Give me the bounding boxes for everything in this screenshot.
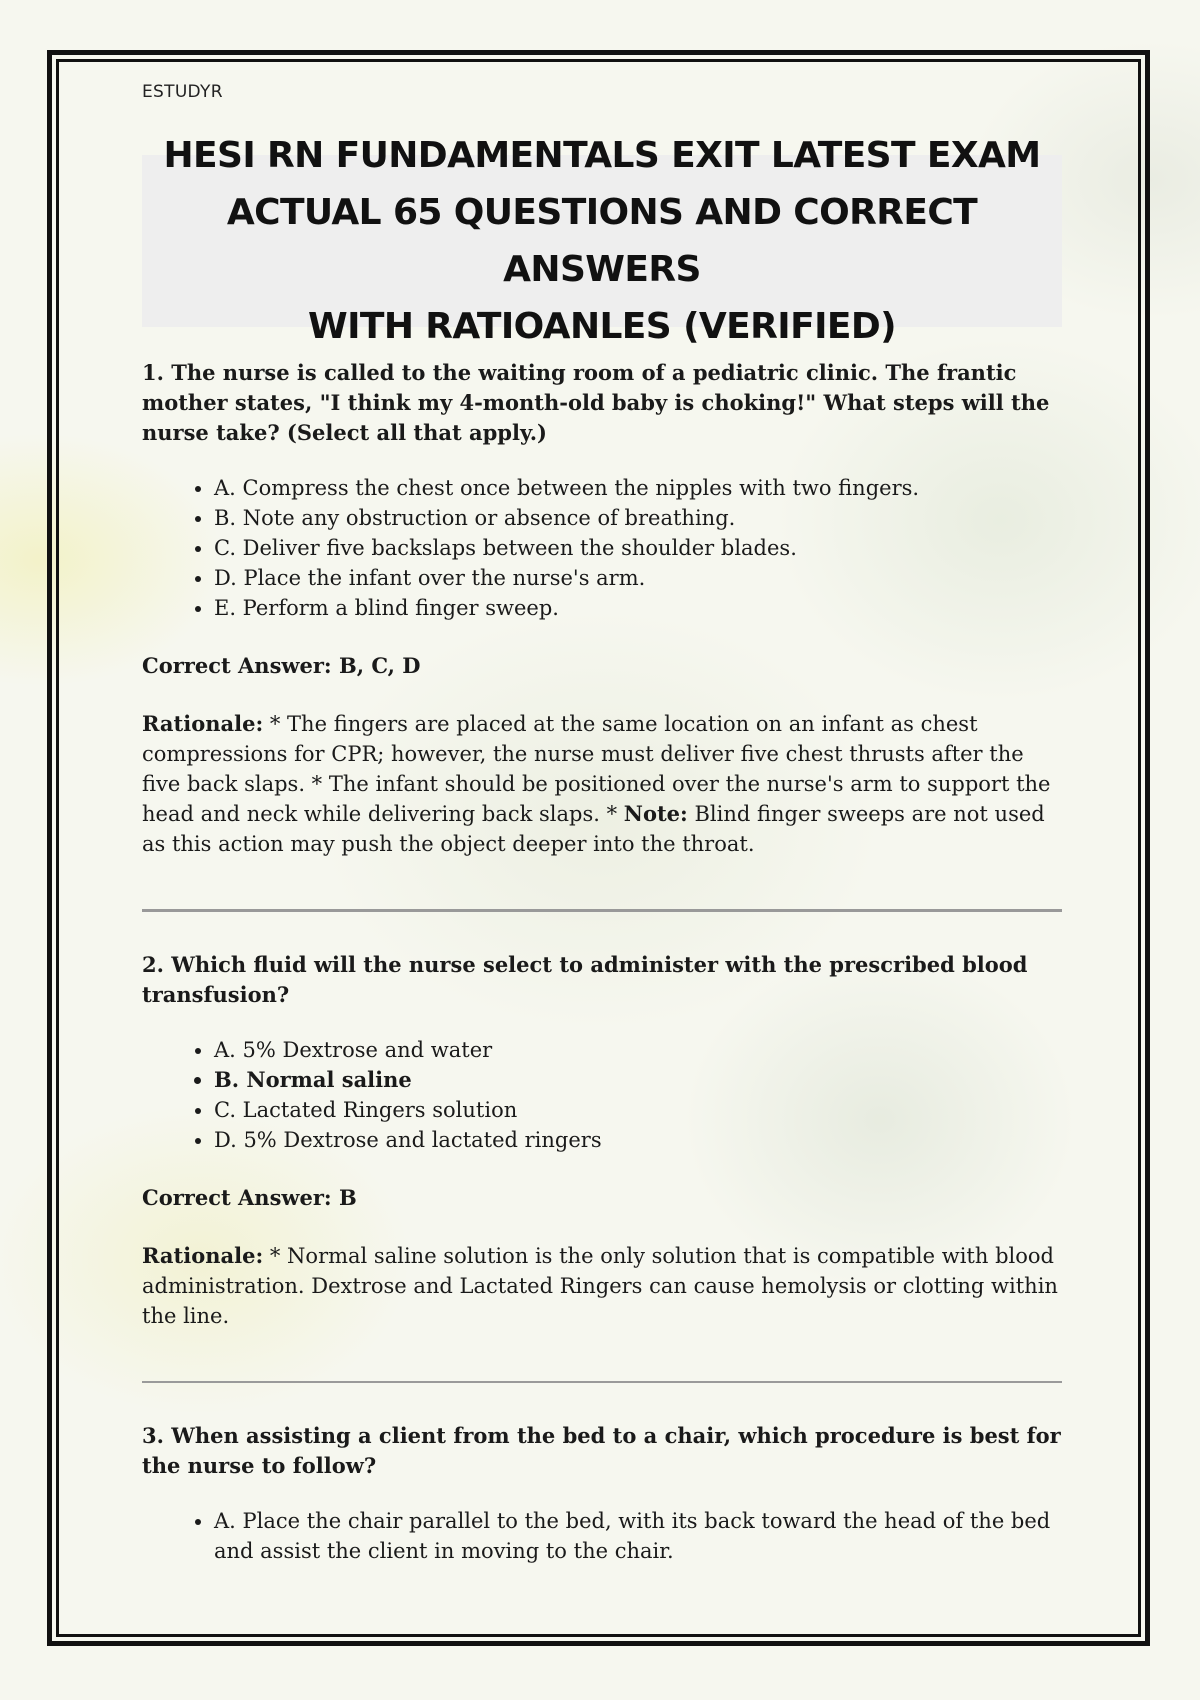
note-text: Blind finger sweeps are not used as this action may push the object deeper into the throat. bbox=[142, 802, 1045, 856]
question-text: 1. The nurse is called to the waiting room of a pediatric clinic. The frantic mother states, "I think my 4-month-old baby is choking!" What steps will the nurse take? (Select all that apply.) bbox=[142, 360, 1050, 445]
option-item: • A. Place the chair parallel to the bed, with its back toward the head of the bed and assist the client in moving to the chair. bbox=[214, 1506, 1062, 1566]
section-divider bbox=[142, 1381, 1062, 1383]
document-body bbox=[142, 358, 1062, 1566]
page-title bbox=[142, 127, 1062, 355]
question-text: 2. Which fluid will the nurse select to administer with the prescribed blood transfusion? bbox=[142, 952, 1028, 1007]
rationale-label: Rationale: bbox=[142, 711, 264, 736]
question-2 bbox=[142, 950, 1062, 1331]
note-label: Note: bbox=[623, 801, 688, 826]
option-list bbox=[142, 1035, 1062, 1155]
rationale-text: * Normal saline solution is the only solution that is compatible with blood administration. Dextrose and Lactated Ringers can cause hemolysis or clotting within the line. bbox=[142, 1244, 1058, 1328]
title-line: HESI RN FUNDAMENTALS EXIT LATEST EXAM bbox=[163, 135, 1041, 176]
option-list bbox=[142, 473, 1062, 623]
question-3 bbox=[142, 1421, 1062, 1566]
correct-answer: Correct Answer: B, C, D bbox=[142, 653, 421, 678]
option-item-correct: • B. Normal saline bbox=[214, 1065, 1062, 1095]
option-item: • C. Lactated Ringers solution bbox=[214, 1095, 1062, 1125]
option-list bbox=[142, 1506, 1062, 1566]
title-line: WITH RATIOANLES (VERIFIED) bbox=[307, 306, 896, 347]
option-item: • A. 5% Dextrose and water bbox=[214, 1035, 1062, 1065]
brand-label: ESTUDYR bbox=[142, 82, 223, 102]
option-item: • E. Perform a blind finger sweep. bbox=[214, 593, 1062, 623]
question-text: 3. When assisting a client from the bed to a chair, which procedure is best for the nurse to follow? bbox=[142, 1423, 1061, 1478]
section-divider bbox=[142, 909, 1062, 912]
question-1 bbox=[142, 358, 1062, 859]
rationale bbox=[142, 709, 1062, 859]
rationale-label: Rationale: bbox=[142, 1243, 264, 1268]
rationale-text: * The fingers are placed at the same location on an infant as chest compressions for CPR; however, the nurse must deliver five chest thrusts after the five back slaps. * The infant should be positioned over the nurse's arm to support the head and neck while delivering back slaps. * bbox=[142, 712, 1051, 826]
title-line: ACTUAL 65 QUESTIONS AND CORRECT ANSWERS bbox=[226, 192, 978, 290]
rationale bbox=[142, 1241, 1062, 1331]
option-item: • D. 5% Dextrose and lactated ringers bbox=[214, 1125, 1062, 1155]
title-banner bbox=[142, 135, 1062, 347]
option-item: • C. Deliver five backslaps between the shoulder blades. bbox=[214, 533, 1062, 563]
option-item: • A. Compress the chest once between the nipples with two fingers. bbox=[214, 473, 1062, 503]
correct-answer: Correct Answer: B bbox=[142, 1185, 357, 1210]
option-item: • B. Note any obstruction or absence of breathing. bbox=[214, 503, 1062, 533]
option-item: • D. Place the infant over the nurse's arm. bbox=[214, 563, 1062, 593]
